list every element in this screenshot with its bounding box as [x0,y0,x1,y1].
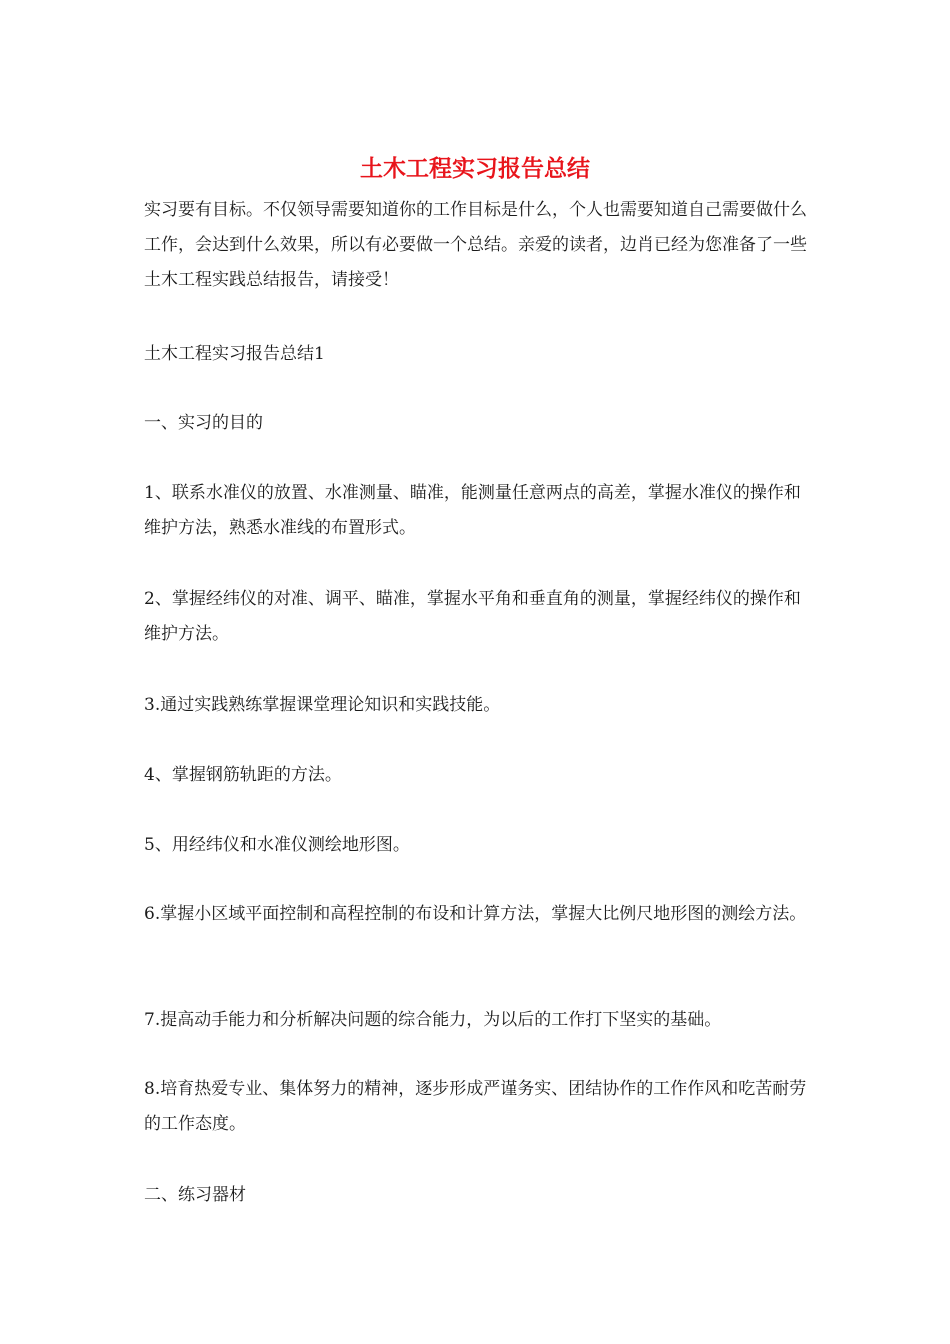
section-heading-purpose: 一、实习的目的 [144,413,263,433]
list-item: 7.提高动手能力和分析解决问题的综合能力，为以后的工作打下坚实的基础。 [144,1010,722,1030]
list-item: 4、掌握钢筋轨距的方法。 [144,765,342,785]
list-item: 1、联系水准仪的放置、水准测量、瞄准，能测量任意两点的高差，掌握水准仪的操作和维护方法，熟悉水准线的布置形式。 [144,483,801,538]
document-title: 土木工程实习报告总结 [360,155,590,182]
list-item: 2、掌握经纬仪的对准、调平、瞄准，掌握水平角和垂直角的测量，掌握经纬仪的操作和维护方法。 [144,589,801,644]
section-heading-equipment: 二、练习器材 [144,1185,246,1205]
report-subtitle: 土木工程实习报告总结1 [144,344,325,364]
intro-paragraph: 实习要有目标。不仅领导需要知道你的工作目标是什么，个人也需要知道自己需要做什么工作，会达到什么效果，所以有必要做一个总结。亲爱的读者，边肖已经为您准备了一些土木工程实践总结报告，请接受！ [144,200,807,290]
list-item: 6.掌握小区域平面控制和高程控制的布设和计算方法，掌握大比例尺地形图的测绘方法。 [144,904,807,924]
list-item: 5、用经纬仪和水准仪测绘地形图。 [144,835,410,855]
list-item: 3.通过实践熟练掌握课堂理论知识和实践技能。 [144,695,501,715]
list-item: 8.培育热爱专业、集体努力的精神，逐步形成严谨务实、团结协作的工作作风和吃苦耐劳的工作态度。 [144,1079,807,1134]
